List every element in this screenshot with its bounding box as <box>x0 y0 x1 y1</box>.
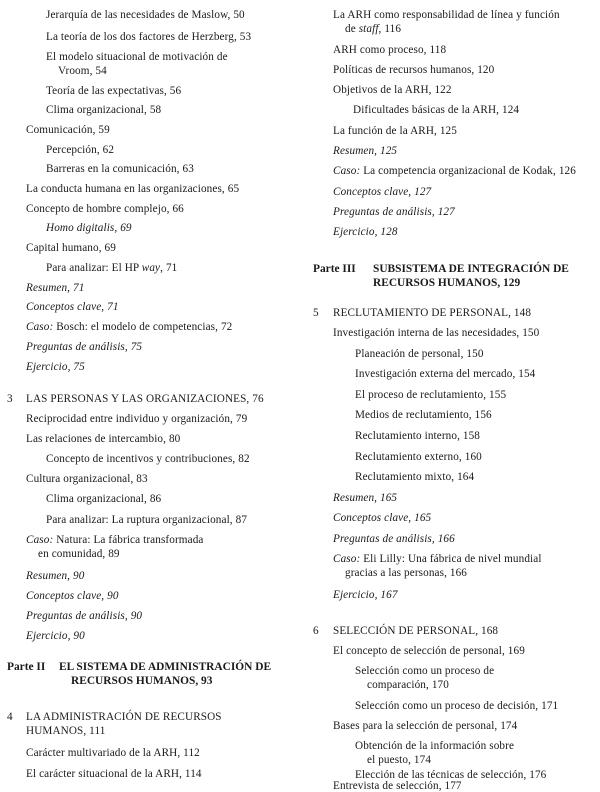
chapter-number: 3 <box>7 393 13 405</box>
part-label: Parte II <box>7 661 46 673</box>
toc-entry: El concepto de selección de personal, 169 <box>333 645 525 657</box>
part-label: Parte III <box>313 263 356 275</box>
toc-entry: Ejercicio, 90 <box>26 630 85 642</box>
toc-entry: Preguntas de análisis, 127 <box>333 206 455 218</box>
toc-entry: Caso: Bosch: el modelo de competencias, 72 <box>26 321 233 333</box>
toc-entry: Reclutamiento mixto, 164 <box>355 471 475 483</box>
toc-entry: Clima organizacional, 86 <box>46 493 162 505</box>
toc-entry: Clima organizacional, 58 <box>46 104 162 116</box>
toc-entry: Preguntas de análisis, 75 <box>26 341 143 353</box>
toc-entry: Percepción, 62 <box>46 144 115 156</box>
toc-entry: Planeación de personal, 150 <box>355 348 484 360</box>
toc-entry: Para analizar: La ruptura organizacional, 87 <box>46 514 248 526</box>
chapter-title: RECLUTAMIENTO DE PERSONAL, 148 <box>333 307 532 319</box>
chapter-number: 6 <box>313 625 319 637</box>
toc-entry: Cultura organizacional, 83 <box>26 473 148 485</box>
toc-entry: Comunicación, 59 <box>26 124 110 136</box>
toc-entry: Homo digitalis, 69 <box>46 222 132 234</box>
toc-entry: ARH como proceso, 118 <box>333 44 447 56</box>
toc-entry: La teoría de los dos factores de Herzberg, 53 <box>46 31 252 43</box>
toc-entry: Resumen, 71 <box>26 282 85 294</box>
part-heading: Parte II EL SISTEMA DE ADMINISTRACIÓN DE RECURSOS HUMANOS, 93 <box>7 661 272 687</box>
toc-entry: Conceptos clave, 90 <box>26 590 119 602</box>
toc-entry: Investigación interna de las necesidades, 150 <box>333 327 540 339</box>
toc-entry: Ejercicio, 167 <box>333 589 398 601</box>
toc-entry: Dificultades básicas de la ARH, 124 <box>353 104 520 116</box>
toc-entry: Capital humano, 69 <box>26 242 116 254</box>
toc-entry: Medios de reclutamiento, 156 <box>355 409 492 421</box>
toc-entry: Preguntas de análisis, 90 <box>26 610 143 622</box>
toc-entry: Barreras en la comunicación, 63 <box>46 163 194 175</box>
chapter-title: LAS PERSONAS Y LAS ORGANIZACIONES, 76 <box>26 393 264 405</box>
chapter-title: SELECCIÓN DE PERSONAL, 168 <box>333 625 499 637</box>
toc-entry: Bases para la selección de personal, 174 <box>333 720 518 732</box>
toc-entry: Selección como un proceso de comparación, 170 <box>355 665 495 691</box>
toc-entry: Concepto de incentivos y contribuciones, 82 <box>46 453 250 465</box>
toc-entry: Caso: Natura: La fábrica transformada en comunidad, 89 <box>26 534 204 560</box>
part-heading: Parte III SUBSISTEMA DE INTEGRACIÓN DE RECURSOS HUMANOS, 129 <box>313 263 569 289</box>
toc-entry: El proceso de reclutamiento, 155 <box>355 389 507 401</box>
toc-entry: Reciprocidad entre individuo y organización, 79 <box>26 413 248 425</box>
toc-entry: Caso: Eli Lilly: Una fábrica de nivel mundial gracias a las personas, 166 <box>333 553 542 579</box>
chapter-title: LA ADMINISTRACIÓN DE RECURSOS HUMANOS, 111 <box>26 711 222 737</box>
toc-entry: Para analizar: El HP way, 71 <box>46 262 178 274</box>
toc-entry: Concepto de hombre complejo, 66 <box>26 203 184 215</box>
toc-entry: Caso: La competencia organizacional de Kodak, 126 <box>333 165 576 177</box>
chapter-number: 5 <box>313 307 319 319</box>
toc-entry: Conceptos clave, 165 <box>333 512 432 524</box>
toc-entry: Objetivos de la ARH, 122 <box>333 84 452 96</box>
toc-entry: Las relaciones de intercambio, 80 <box>26 433 181 445</box>
toc-entry: Obtención de la información sobre el puesto, 174 <box>355 740 515 766</box>
toc-entry: Conceptos clave, 127 <box>333 186 432 198</box>
toc-entry: Resumen, 90 <box>26 570 85 582</box>
toc-entry: El modelo situacional de motivación de Vroom, 54 <box>46 51 228 77</box>
toc-entry: La ARH como responsabilidad de línea y función de staff, 116 <box>333 9 560 35</box>
toc-entry: Conceptos clave, 71 <box>26 301 119 313</box>
toc-entry: Ejercicio, 75 <box>26 361 85 373</box>
toc-entry: La función de la ARH, 125 <box>333 125 457 137</box>
toc-entry: Teoría de las expectativas, 56 <box>46 85 182 97</box>
toc-entry: Jerarquía de las necesidades de Maslow, 50 <box>46 9 245 21</box>
toc-entry: Resumen, 125 <box>333 145 398 157</box>
toc-entry: Preguntas de análisis, 166 <box>333 533 455 545</box>
toc-entry: Investigación externa del mercado, 154 <box>355 368 536 380</box>
toc-entry: Selección como un proceso de decisión, 171 <box>355 700 559 712</box>
toc-entry: Elección de las técnicas de selección, 176 <box>355 769 547 781</box>
chapter-number: 4 <box>7 711 13 723</box>
toc-entry: Entrevista de selección, 177 <box>333 780 462 792</box>
toc-entry: Reclutamiento interno, 158 <box>355 430 481 442</box>
toc-entry: Carácter multivariado de la ARH, 112 <box>26 747 200 759</box>
toc-entry: Resumen, 165 <box>333 492 398 504</box>
toc-entry: La conducta humana en las organizaciones, 65 <box>26 183 240 195</box>
toc-entry: Reclutamiento externo, 160 <box>355 451 482 463</box>
toc-entry: El carácter situacional de la ARH, 114 <box>26 768 202 780</box>
toc-entry: Ejercicio, 128 <box>333 226 398 238</box>
toc-entry: Políticas de recursos humanos, 120 <box>333 64 495 76</box>
